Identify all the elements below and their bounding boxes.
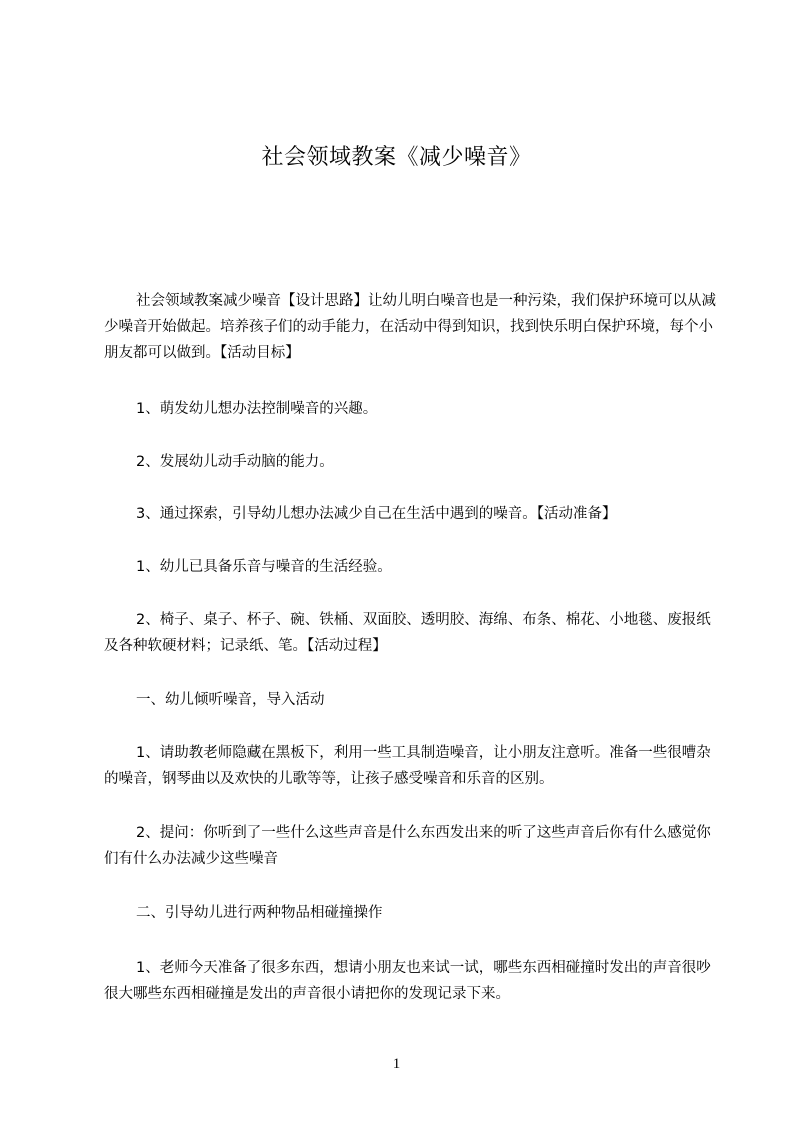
paragraph-prep-1: 1、幼儿已具备乐音与噪音的生活经验。 (136, 559, 392, 575)
section-heading-2: 二、引导幼儿进行两种物品相碰撞操作 (136, 905, 383, 921)
paragraph-intro: 社会领域教案减少噪音【设计思路】让幼儿明白噪音也是一种污染，我们保护环境可以从减少噪音开始做起。培养孩子们的动手能力，在活动中得到知识，找到快乐明白保护环境，每个小朋友都可以做到。【活动目标】 (104, 293, 716, 361)
paragraph-step-1-2: 2、提问：你听到了一些什么这些声音是什么东西发出来的听了这些声音后你有什么感觉你们有什么办法减少这些噪音 (104, 825, 711, 867)
section-heading-1: 一、幼儿倾听噪音，导入活动 (136, 692, 325, 708)
paragraph-step-2-1: 1、老师今天准备了很多东西，想请小朋友也来试一试，哪些东西相碰撞时发出的声音很吵很大哪些东西相碰撞是发出的声音很小请把你的发现记录下来。 (104, 960, 711, 1002)
paragraph-goal-3: 3、通过探索，引导幼儿想办法减少自己在生活中遇到的噪音。【活动准备】 (136, 506, 617, 522)
page-number: 1 (392, 1056, 401, 1072)
paragraph-goal-2: 2、发展幼儿动手动脑的能力。 (136, 454, 334, 470)
document-title: 社会领域教案《减少噪音》 (261, 145, 532, 170)
paragraph-prep-2: 2、椅子、桌子、杯子、碗、铁桶、双面胶、透明胶、海绵、布条、棉花、小地毯、废报纸及各种软硬材料；记录纸、笔。【活动过程】 (104, 612, 711, 654)
paragraph-step-1-1: 1、请助教老师隐藏在黑板下，利用一些工具制造噪音，让小朋友注意听。准备一些很嘈杂的噪音，钢琴曲以及欢快的儿歌等等，让孩子感受噪音和乐音的区别。 (104, 745, 711, 787)
paragraph-goal-1: 1、萌发幼儿想办法控制噪音的兴趣。 (136, 401, 378, 417)
